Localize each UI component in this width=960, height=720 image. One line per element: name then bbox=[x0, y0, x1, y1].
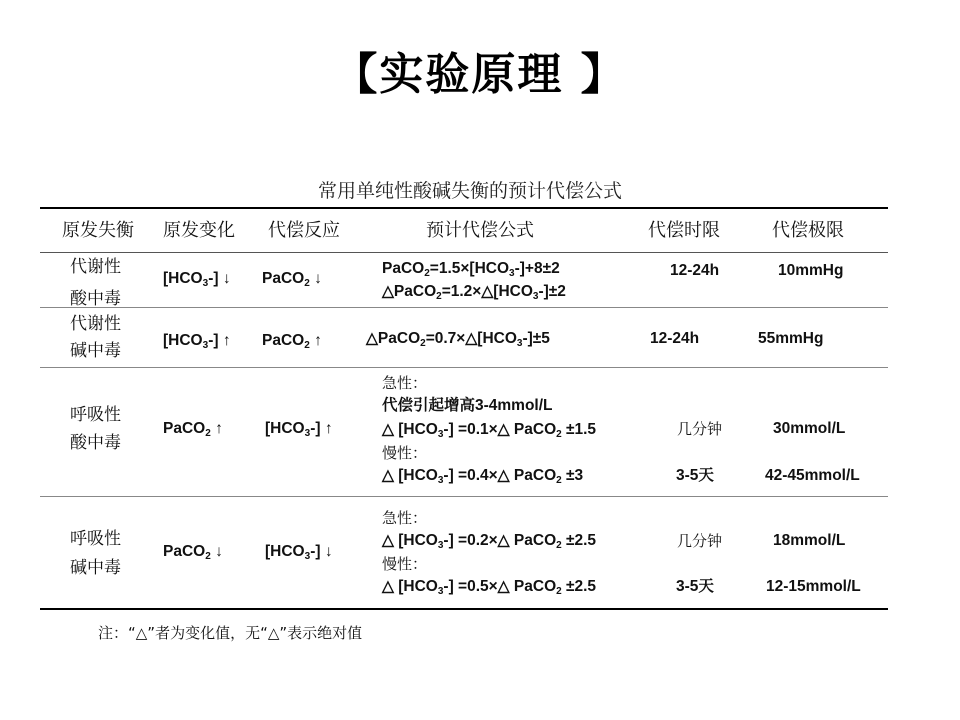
disorder-cell: 呼吸性 bbox=[70, 405, 121, 425]
compensation-limit: 18mmol/L bbox=[773, 532, 846, 549]
table-footnote: 注：“△”者为变化值，无“△”表示绝对值 bbox=[98, 624, 363, 642]
compensation-limit: 55mmHg bbox=[758, 330, 824, 347]
formula-line: △ $[HCO_3-]$ =0.2×△ PaCO$_2$ ±2.5 bbox=[382, 532, 597, 551]
column-header: 代偿极限 bbox=[772, 220, 844, 241]
formula-line: 慢性： bbox=[382, 444, 428, 462]
compensation: $[HCO_3-]$ ↑ bbox=[265, 420, 333, 439]
compensation-limit: 10mmHg bbox=[778, 262, 844, 279]
column-header: 代偿时限 bbox=[648, 220, 720, 241]
row-divider bbox=[40, 307, 888, 308]
column-header: 预计代偿公式 bbox=[426, 220, 534, 241]
time-limit: 3-5天 bbox=[676, 467, 714, 484]
compensation: PaCO$_2$ ↓ bbox=[262, 270, 322, 289]
disorder-cell: 代谢性 bbox=[70, 314, 121, 334]
compensation-limit: 30mmol/L bbox=[773, 420, 846, 437]
time-limit: 12-24h bbox=[650, 330, 700, 347]
row-divider bbox=[40, 496, 888, 497]
formula-line: $\triangle PaCO_2=1.2\times\triangle[HCO_3-]\pm 2$ bbox=[382, 283, 566, 302]
column-header: 原发失衡 bbox=[62, 220, 134, 241]
disorder-cell: 酸中毒 bbox=[70, 433, 121, 453]
table-bottom-rule bbox=[40, 608, 888, 610]
time-limit: 几分钟 bbox=[677, 420, 723, 438]
disorder-cell: 呼吸性 bbox=[70, 529, 121, 549]
header-rule bbox=[40, 252, 888, 253]
primary-change: PaCO$_2$ ↓ bbox=[163, 543, 223, 562]
time-limit: 3-5天 bbox=[676, 578, 714, 595]
formula-line: $PaCO_2=1.5\times[HCO_3-]+8\pm 2$ bbox=[382, 260, 560, 279]
slide-title: 【实验原理 】 bbox=[333, 49, 627, 100]
formula-line: △ $[HCO_3-]$ =0.4×△ PaCO$_2$ ±3 bbox=[382, 467, 584, 486]
compensation-limit: 12-15mmol/L bbox=[766, 578, 861, 595]
time-limit: 几分钟 bbox=[677, 532, 723, 550]
table-caption: 常用单纯性酸碱失衡的预计代偿公式 bbox=[317, 180, 622, 202]
disorder-cell: 代谢性 bbox=[70, 257, 121, 277]
formula-line: $\triangle PaCO_2=0.7\times\triangle[HCO_3-]\pm 5$ bbox=[366, 330, 550, 349]
compensation: PaCO$_2$ ↑ bbox=[262, 332, 322, 351]
formula-line: 急性： bbox=[382, 374, 428, 392]
formula-line: 代偿引起增高3-4mmol/L bbox=[382, 397, 553, 414]
compensation-limit: 42-45mmol/L bbox=[765, 467, 860, 484]
formula-line: △ $[HCO_3-]$ =0.5×△ PaCO$_2$ ±2.5 bbox=[382, 578, 597, 597]
column-header: 原发变化 bbox=[163, 220, 235, 241]
formula-line: 慢性： bbox=[382, 555, 428, 573]
row-divider bbox=[40, 367, 888, 368]
table-top-rule bbox=[40, 207, 888, 209]
disorder-cell: 酸中毒 bbox=[70, 289, 121, 309]
primary-change: $[HCO_3-]$ ↓ bbox=[163, 270, 231, 289]
primary-change: PaCO$_2$ ↑ bbox=[163, 420, 223, 439]
disorder-cell: 碱中毒 bbox=[70, 341, 121, 361]
disorder-cell: 碱中毒 bbox=[70, 558, 121, 578]
column-header: 代偿反应 bbox=[268, 220, 340, 241]
formula-line: 急性： bbox=[382, 509, 428, 527]
time-limit: 12-24h bbox=[670, 262, 720, 279]
primary-change: $[HCO_3-]$ ↑ bbox=[163, 332, 231, 351]
formula-line: △ $[HCO_3-]$ =0.1×△ PaCO$_2$ ±1.5 bbox=[382, 421, 597, 440]
compensation: $[HCO_3-]$ ↓ bbox=[265, 543, 333, 562]
